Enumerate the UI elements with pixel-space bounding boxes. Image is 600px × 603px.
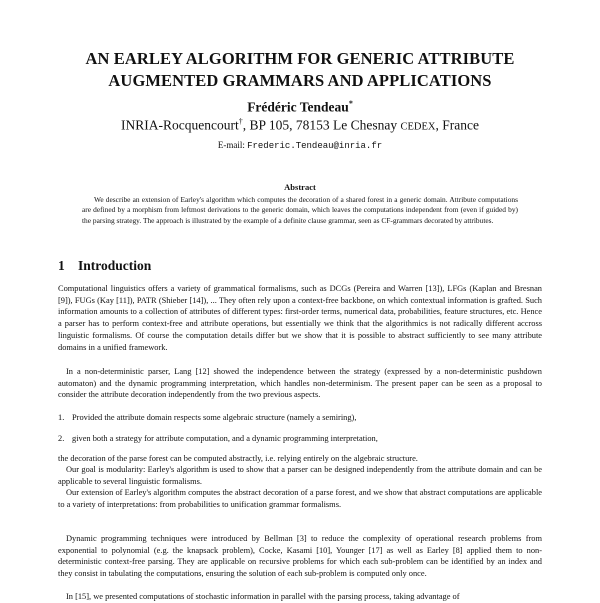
affil-cedex: CEDEX [400, 121, 436, 133]
paragraph-2: In a non-deterministic parser, Lang [12] showed the independence between the strategy (expressed by a non-deterministic pushdown automaton) and the dynamic programming interpretation, which handles non-determinism. The present paper can be seen as a proposal to consider the attribute decoration independently from the two previous aspects. [58, 367, 542, 400]
affil-footnote-mark: † [238, 117, 243, 126]
author-name [0, 99, 600, 116]
author-text: Frédéric Tendeau [247, 99, 349, 115]
paragraph-4: Our goal is modularity: Earley's algorithm is used to show that a parser can be designed independently from the attribute domain and can be applicable to several linguistic formalisms. [58, 465, 542, 486]
affil-country: , France [435, 117, 479, 133]
paragraph-3: the decoration of the parse forest can be computed abstractly, i.e. relying entirely on the algebraic structure. [58, 454, 418, 463]
email-line [0, 140, 600, 151]
list-item-2-number: 2. [58, 434, 65, 443]
abstract-heading: Abstract [284, 182, 316, 192]
paragraph-1: Computational linguistics offers a variety of grammatical formalisms, such as DCGs (Pereira and Warren [13]), LFGs (Kaplan and Bresnan [9]), FUGs (Kay [11]), PATR (Shieber [14]), ... They often rely upon a context-free backbone, on which contextual information is grafted. Such information amounts to a collection of attributes of different types: first-order terms, numerical data, probabilities, feature structures, etc. Hence a parser has to perform context-free and attribute operations, but essentially we think that the algorithmics is not radically different accross linguistic formalisms. Of course the computation details differ but we show that it is possible to abstract sufficiently to see many attribute domains in a unified framework. [58, 284, 542, 352]
author-footnote-mark: * [348, 99, 353, 108]
paragraph-5: Our extension of Earley's algorithm computes the abstract decoration of a parse forest, and we show that abstract computations are applicable to a variety of interpretations: from probabilities to unification grammar formalisms. [58, 488, 542, 509]
paragraph-6: Dynamic programming techniques were introduced by Bellman [3] to reduce the complexity of operational research problems from exponential to polynomial (e.g. the knapsack problem), Cocke, Kasami [10], Younger [17] as well as Earley [8] applied them to non-deterministic context-free parsing. They are applicable on recursive problems for which each sub-problem can be identified by an index and they consist in tabulating the computations, ensuring the solution of each sub-problem is computed only once. [58, 534, 542, 579]
affil-institution: INRIA-Rocquencourt [121, 117, 239, 133]
list-item-1-number: 1. [58, 413, 65, 422]
affil-address: , BP 105, 78153 Le Chesnay [242, 117, 401, 133]
list-item-1-text: Provided the attribute domain respects some algebraic structure (namely a semiring), [72, 413, 357, 422]
title-line-1: AN EARLEY ALGORITHM FOR GENERIC ATTRIBUTE [85, 49, 515, 68]
email-address: Frederic.Tendeau@inria.fr [247, 141, 383, 151]
abstract-text: We describe an extension of Earley's algorithm which computes the decoration of a shared forest in a generic domain. Attribute computations are defined by a morphism from leftmost derivations to the generic domain, which leaves the computations independent from (even if guided by) the parsing strategy. The approach is illustrated by the example of a definite clause grammar, seen as CF-grammars decorated by attributes. [82, 195, 518, 225]
section-number: 1 [58, 258, 65, 273]
paragraph-7: In [15], we presented computations of stochastic information in parallel with the parsing process, taking advantage of [66, 592, 460, 601]
list-item-2 [58, 433, 542, 445]
list-item-2-text: given both a strategy for attribute computation, and a dynamic programming interpretation, [72, 434, 378, 443]
section-heading [58, 258, 151, 274]
section-title: Introduction [78, 258, 152, 273]
affiliation [0, 117, 600, 134]
list-item-1 [58, 412, 542, 424]
paper-title [0, 48, 600, 92]
title-line-2: AUGMENTED GRAMMARS AND APPLICATIONS [108, 71, 492, 90]
email-label: E-mail: [217, 140, 248, 150]
